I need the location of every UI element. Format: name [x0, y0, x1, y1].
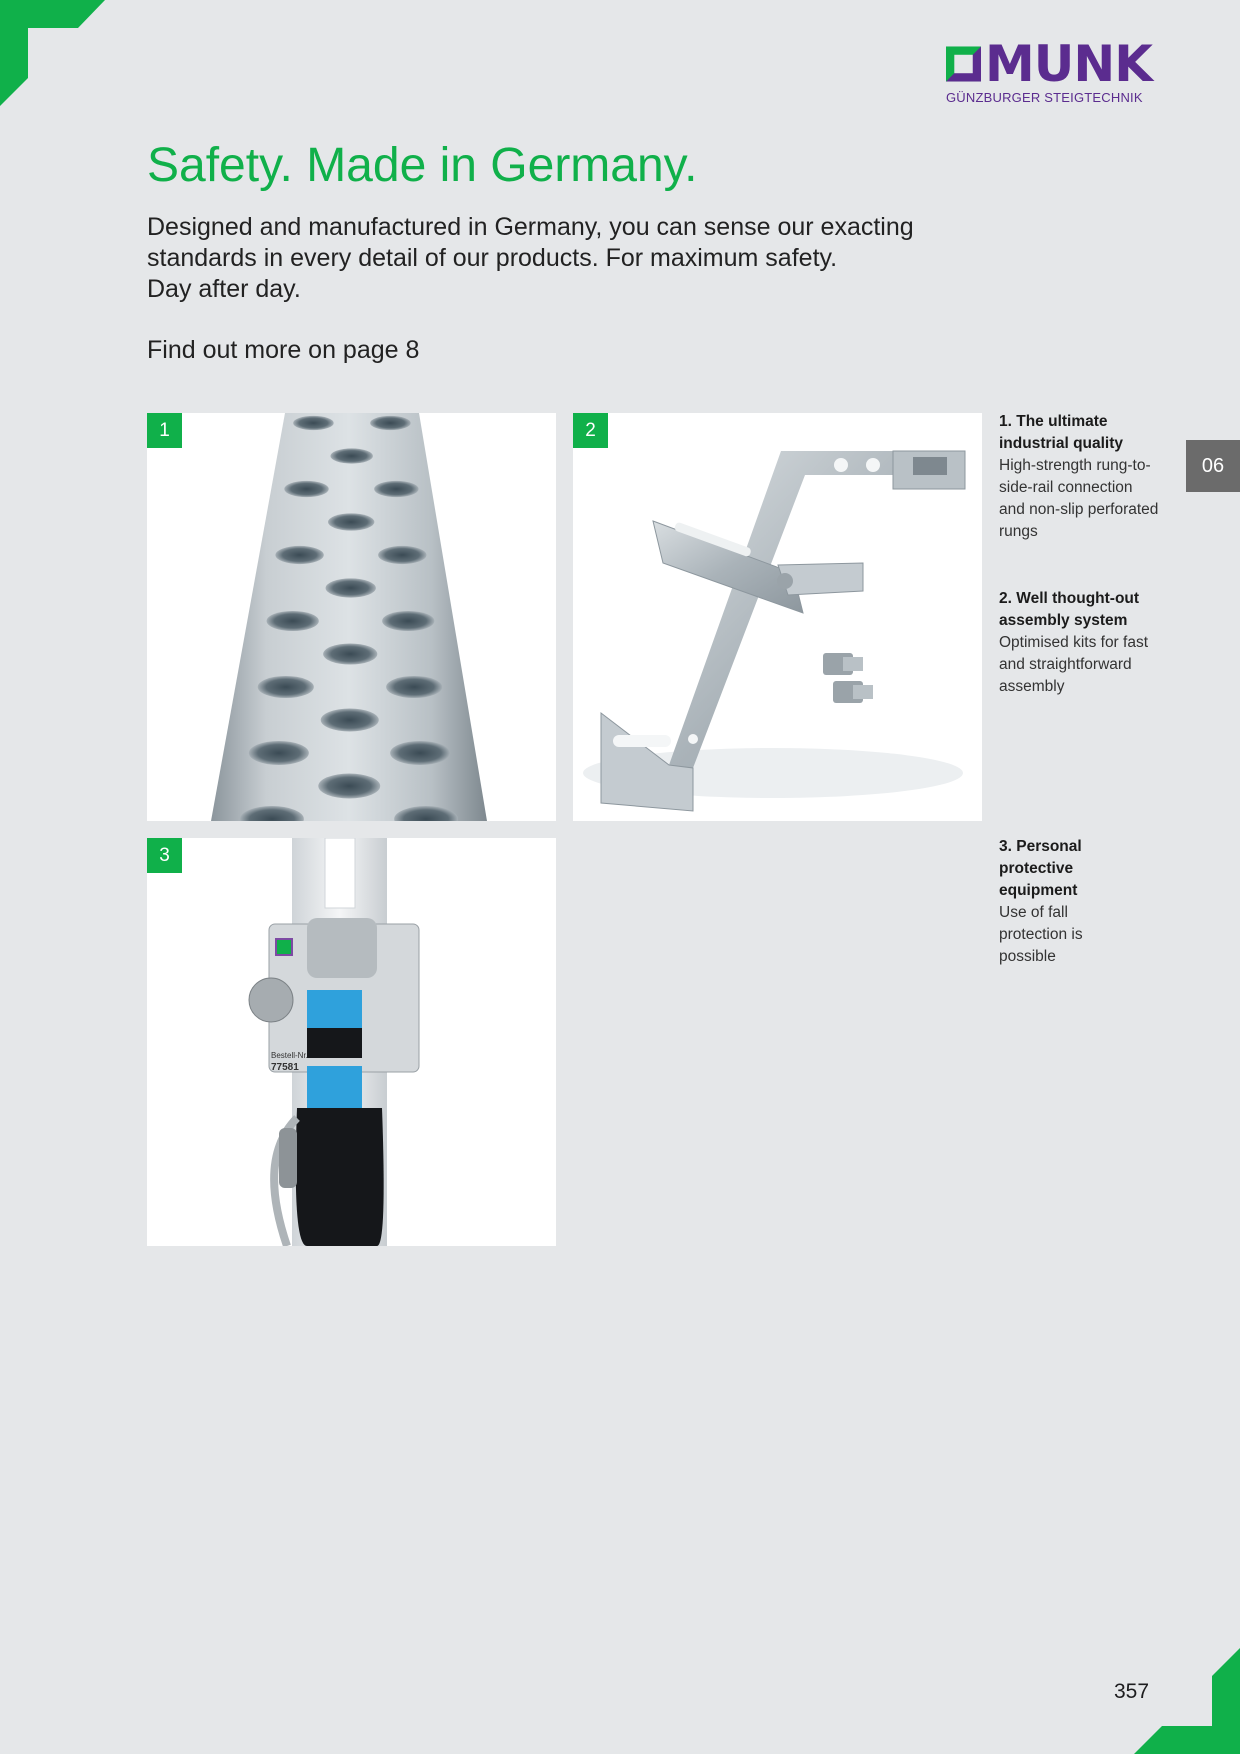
image-number-badge: 3	[147, 838, 182, 873]
image-perforated-rung	[147, 413, 556, 821]
page-reference: Find out more on page 8	[147, 336, 420, 364]
corner-decoration-top-left	[0, 0, 110, 110]
brand-tagline: GÜNZBURGER STEIGTECHNIK	[946, 90, 1143, 105]
rung-hole	[258, 676, 314, 698]
image-mounting-bracket	[573, 413, 982, 821]
rung-hole	[330, 448, 373, 463]
brand-name: MUNK	[985, 35, 1152, 93]
rung-hole	[284, 481, 328, 497]
rung-hole	[370, 416, 411, 430]
rung-hole	[378, 546, 426, 564]
perforated-rung-illustration	[147, 413, 556, 821]
caption-title: 2. Well thought-out assembly system	[999, 590, 1140, 629]
intro-paragraph: Designed and manufactured in Germany, you can sense our exacting standards in every detail of our products. For maximum safety. Day after day.	[147, 213, 914, 303]
caption-body: Use of fall protection is possible	[999, 904, 1083, 965]
image-number-badge: 1	[147, 413, 182, 448]
logo-mark-icon	[946, 45, 981, 83]
rung-hole	[386, 676, 442, 698]
rung-hole	[390, 741, 450, 765]
caption-title: 1. The ultimate industrial quality	[999, 413, 1124, 452]
rung-hole	[318, 774, 380, 799]
rung-hole	[323, 643, 377, 664]
caption-body: High-strength rung-to-side-rail connection and non-slip perforated rungs	[999, 457, 1159, 540]
rung-hole	[382, 611, 434, 631]
brand-logo	[946, 35, 1152, 105]
fall-arrester-illustration	[147, 838, 556, 1246]
image-fall-arrester	[147, 838, 556, 1246]
caption-body: Optimised kits for fast and straightforward assembly	[999, 634, 1149, 695]
page-number: 357	[1114, 1680, 1150, 1703]
rung-hole	[249, 741, 309, 765]
caption-2	[999, 588, 1159, 698]
rung-hole	[275, 546, 323, 564]
rung-hole	[374, 481, 418, 497]
product-label-text: Bestell-Nr.	[271, 1051, 308, 1060]
product-label-number: 77581	[271, 1062, 299, 1073]
rung-hole	[326, 578, 376, 597]
section-tab[interactable]: 06	[1186, 440, 1240, 492]
caption-1	[999, 411, 1159, 543]
rung-hole	[321, 708, 379, 731]
mounting-bracket-illustration	[573, 413, 982, 821]
image-number-badge: 2	[573, 413, 608, 448]
page-title: Safety. Made in Germany.	[147, 139, 698, 192]
rung-hole	[267, 611, 319, 631]
rung-hole	[328, 513, 374, 530]
caption-3	[999, 836, 1139, 968]
rung-hole	[293, 416, 334, 430]
caption-title: 3. Personal protective equipment	[999, 838, 1082, 899]
